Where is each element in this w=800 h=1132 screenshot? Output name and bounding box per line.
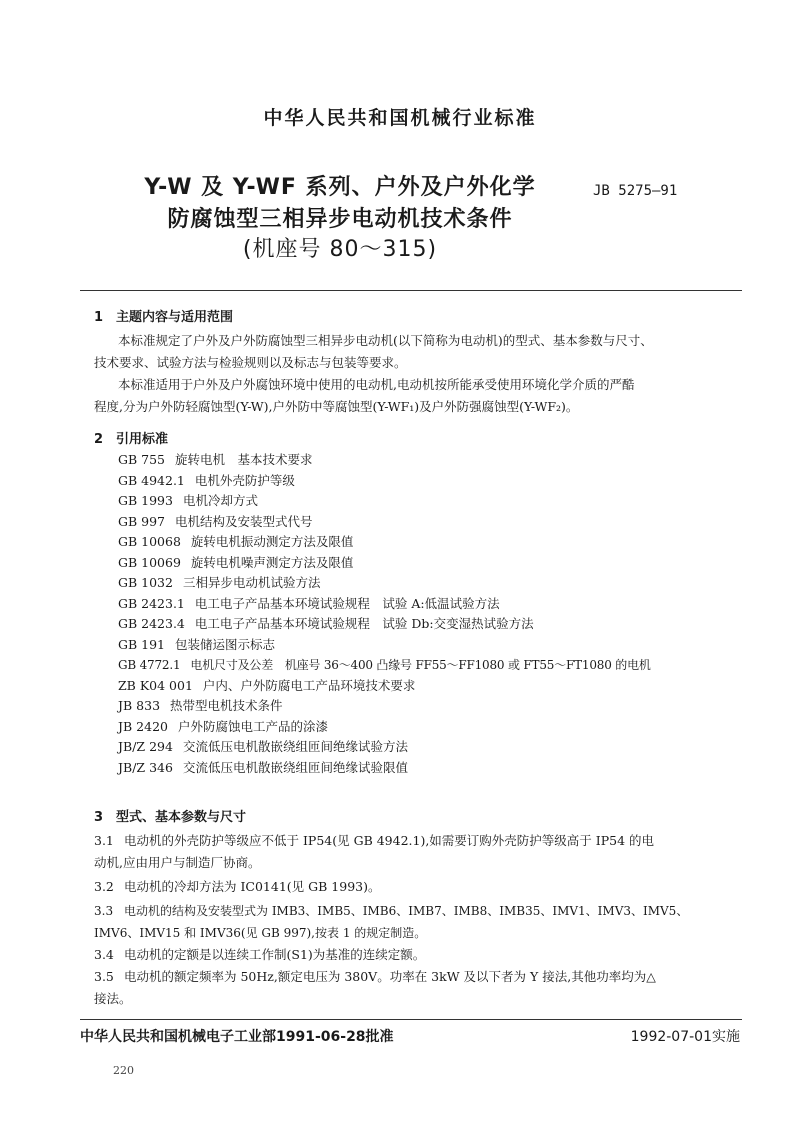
- reference-code: GB 4942.1: [118, 472, 185, 488]
- section-2-heading: [94, 428, 168, 447]
- reference-item: [118, 573, 748, 594]
- reference-title: 交流低压电机散嵌绕组匝间绝缘试验限值: [182, 759, 408, 775]
- clause-number: 3.5: [94, 969, 114, 984]
- title-line-3: (机座号 80～315): [242, 237, 438, 262]
- effective-date: 1992-07-01实施: [630, 1029, 740, 1045]
- reference-code: JB/Z 346: [118, 759, 173, 775]
- paragraph-line: 技术要求、试验方法与检验规则以及标志与包装等要求。: [94, 355, 407, 370]
- reference-item: [118, 696, 748, 717]
- reference-code: GB 2423.1: [118, 595, 185, 611]
- clause-3-5: [94, 966, 744, 1010]
- standard-code: JB 5275—91: [593, 183, 678, 199]
- reference-code: GB 755: [118, 452, 166, 467]
- section-3-heading: [94, 806, 246, 825]
- section-1-paragraph-1: [94, 330, 742, 374]
- clause-text: 电动机的冷却方法为 IC0141(见 GB 1993)。: [124, 879, 381, 894]
- title-line-1: Y-W 及 Y-WF 系列、户外及户外化学: [144, 175, 536, 200]
- reference-title: 旋转电机噪声测定方法及限值: [190, 554, 354, 570]
- section-1-paragraph-2: [94, 374, 742, 418]
- reference-title: 户内、户外防腐电工产品环境技术要求: [202, 677, 416, 693]
- paragraph-line: 本标准适用于户外及户外腐蚀环境中使用的电动机,电动机按所能承受使用环境化学介质的严酷: [118, 377, 635, 392]
- reference-item: [118, 491, 748, 512]
- reference-title: 电机外壳防护等级: [194, 472, 295, 488]
- reference-item: [118, 512, 748, 533]
- reference-title: 电机结构及安装型式代号: [175, 513, 313, 529]
- reference-item: [118, 635, 748, 656]
- reference-title: 户外防腐蚀电工产品的涂漆: [177, 718, 328, 734]
- section-title: 型式、基本参数与尺寸: [116, 810, 247, 825]
- reference-code: JB/Z 294: [118, 739, 173, 754]
- reference-title: 热带型电机技术条件: [170, 698, 283, 713]
- clause-text: IMV6、IMV15 和 IMV36(见 GB 997),按表 1 的规定制造。: [94, 926, 427, 940]
- reference-item: [118, 553, 748, 574]
- section-title: 主题内容与适用范围: [116, 310, 234, 325]
- title-line-2: 防腐蚀型三相异步电动机技术条件: [167, 207, 513, 232]
- reference-code: JB 833: [118, 698, 161, 713]
- reference-item: [118, 676, 748, 697]
- clause-text: 接法。: [94, 991, 132, 1006]
- approval-statement: 中华人民共和国机械电子工业部1991-06-28批准: [80, 1029, 394, 1045]
- reference-title: 交流低压电机散嵌绕组匝间绝缘试验方法: [182, 739, 408, 754]
- referenced-standards-list: [118, 450, 748, 778]
- paragraph-line: 本标准规定了户外及户外防腐蚀型三相异步电动机(以下简称为电动机)的型式、基本参数与尺寸、: [118, 333, 653, 348]
- clause-3-3: [94, 900, 744, 944]
- reference-code: GB 997: [118, 513, 166, 529]
- reference-title: 电工电子产品基本环境试验规程 试验 A:低温试验方法: [194, 595, 500, 611]
- reference-title: 电机冷却方式: [182, 493, 258, 508]
- reference-code: GB 10069: [118, 554, 181, 570]
- reference-title: 电工电子产品基本环境试验规程 试验 Db:交变湿热试验方法: [194, 616, 534, 631]
- clause-3-1: [94, 830, 744, 874]
- page-number: 220: [113, 1064, 134, 1077]
- clause-text: 电动机的定额是以连续工作制(S1)为基准的连续定额。: [124, 947, 426, 962]
- section-1-heading: [94, 306, 233, 325]
- clause-number: 3.4: [94, 947, 114, 962]
- reference-item: [118, 737, 748, 758]
- clause-number: 3.1: [94, 833, 114, 848]
- reference-code: ZB K04 001: [118, 677, 193, 693]
- reference-title: 电机尺寸及公差 机座号 36～400 凸缘号 FF55～FF1080 或 FT55～FT1080 的电机: [190, 658, 651, 672]
- clause-number: 3.2: [94, 879, 114, 894]
- reference-title: 三相异步电动机试验方法: [182, 575, 321, 590]
- clause-text: 电动机的额定频率为 50Hz,额定电压为 380V。功率在 3kW 及以下者为 Y 接法,其他功率均为△: [124, 969, 656, 984]
- reference-item: [118, 758, 748, 779]
- standard-header: 中华人民共和国机械行业标准: [263, 107, 537, 129]
- reference-title: 旋转电机振动测定方法及限值: [190, 534, 354, 549]
- reference-item: [118, 594, 748, 615]
- bottom-divider: [80, 1019, 742, 1020]
- clause-3-2: [94, 876, 744, 898]
- section-number: 3: [94, 810, 104, 825]
- reference-title: 包装储运图示标志: [175, 636, 276, 652]
- reference-item: [118, 450, 748, 471]
- reference-item: [118, 471, 748, 492]
- reference-code: GB 191: [118, 636, 166, 652]
- reference-code: GB 10068: [118, 534, 181, 549]
- reference-title: 旋转电机 基本技术要求: [175, 452, 313, 467]
- paragraph-line: 程度,分为户外防轻腐蚀型(Y-W),户外防中等腐蚀型(Y-WF₁)及户外防强腐蚀型(Y-WF₂)。: [94, 399, 579, 414]
- clause-number: 3.3: [94, 904, 114, 918]
- reference-item: [118, 532, 748, 553]
- reference-item: [118, 717, 748, 738]
- top-divider: [80, 290, 742, 291]
- clause-3-4: [94, 944, 744, 966]
- reference-item: [118, 614, 748, 635]
- section-number: 2: [94, 432, 104, 447]
- section-number: 1: [94, 310, 104, 325]
- reference-code: GB 4772.1: [118, 658, 181, 672]
- reference-code: GB 1993: [118, 493, 173, 508]
- section-title: 引用标准: [116, 432, 169, 447]
- reference-code: GB 2423.4: [118, 616, 185, 631]
- clause-text: 动机,应由用户与制造厂协商。: [94, 855, 261, 870]
- clause-text: 电动机的外壳防护等级应不低于 IP54(见 GB 4942.1),如需要订购外壳防护等级高于 IP54 的电: [124, 833, 655, 848]
- clause-text: 电动机的结构及安装型式为 IMB3、IMB5、IMB6、IMB7、IMB8、IMB35、IMV1、IMV3、IMV5、: [124, 904, 689, 918]
- reference-code: GB 1032: [118, 575, 173, 590]
- reference-code: JB 2420: [118, 718, 168, 734]
- reference-item: [118, 655, 748, 676]
